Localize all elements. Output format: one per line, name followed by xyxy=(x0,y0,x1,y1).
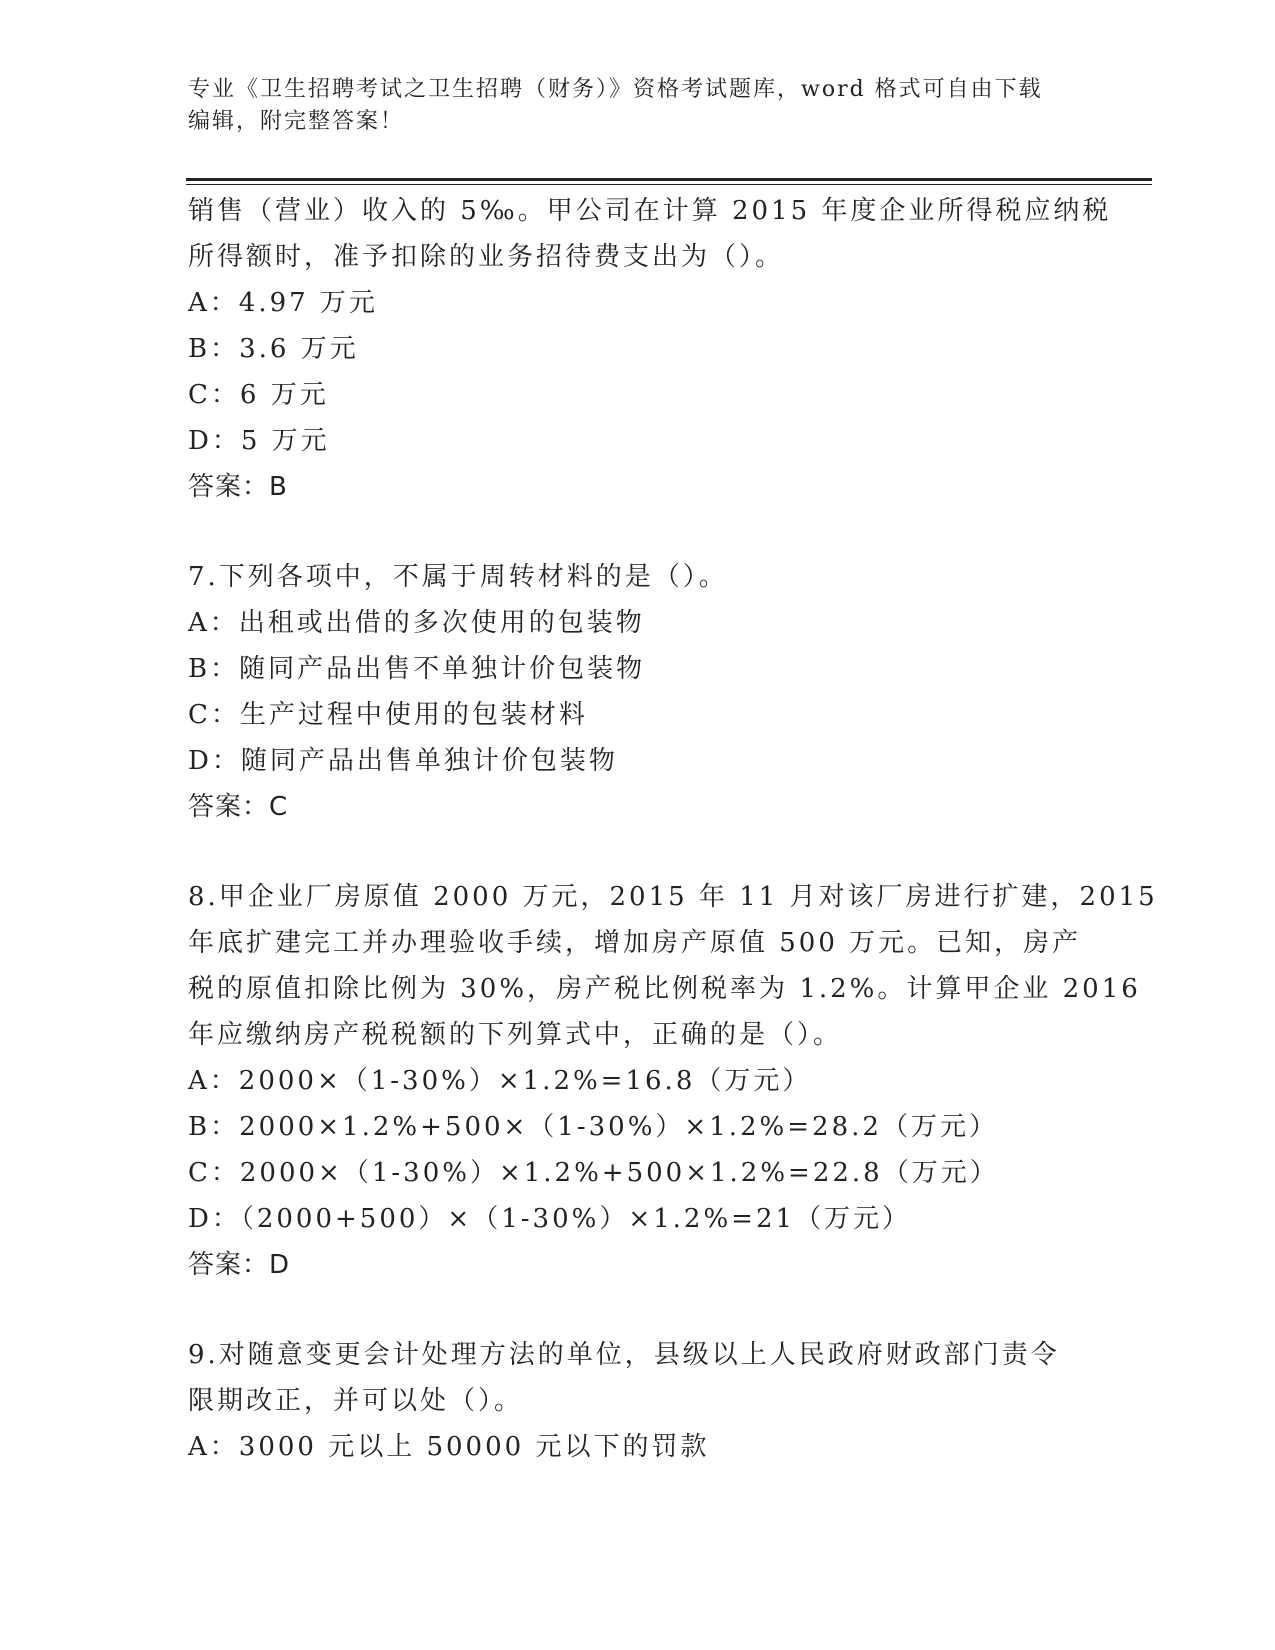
option-a: A：4.97 万元 xyxy=(188,288,378,318)
answer-label: 答案：B xyxy=(188,472,288,502)
option-a: A：2000×（1-30%）×1.2%=16.8（万元） xyxy=(188,1066,812,1096)
question-stem-line: 9.对随意变更会计处理方法的单位，县级以上人民政府财政部门责令 xyxy=(188,1340,1060,1370)
option-c: C：2000×（1-30%）×1.2%+500×1.2%=22.8（万元） xyxy=(188,1158,999,1188)
option-b: B：3.6 万元 xyxy=(188,334,359,364)
option-d: D：5 万元 xyxy=(188,426,330,456)
question-6 xyxy=(188,188,1112,510)
answer-label: 答案：C xyxy=(188,792,289,822)
option-c: C：生产过程中使用的包装材料 xyxy=(188,700,588,730)
question-stem-line: 税的原值扣除比例为 30%，房产税比例税率为 1.2%。计算甲企业 2016 xyxy=(188,974,1141,1004)
question-8 xyxy=(188,874,1158,1288)
question-list xyxy=(188,188,1158,1470)
option-b: B：随同产品出售不单独计价包装物 xyxy=(188,654,646,684)
option-d: D：（2000+500）×（1-30%）×1.2%=21（万元） xyxy=(188,1204,912,1234)
question-stem-line: 销售（营业）收入的 5‰。甲公司在计算 2015 年度企业所得税应纳税 xyxy=(188,196,1112,226)
option-c: C：6 万元 xyxy=(188,380,329,410)
question-stem-line: 限期改正，并可以处（）。 xyxy=(188,1386,524,1416)
question-stem-line: 年应缴纳房产税税额的下列算式中，正确的是（）。 xyxy=(188,1020,843,1050)
option-b: B：2000×1.2%+500×（1-30%）×1.2%=28.2（万元） xyxy=(188,1112,998,1142)
question-stem-line: 8.甲企业厂房原值 2000 万元，2015 年 11 月对该厂房进行扩建，2015 xyxy=(188,882,1158,912)
document-header xyxy=(188,74,1088,138)
header-rule-thin xyxy=(186,184,1152,185)
option-a: A：出租或出借的多次使用的包装物 xyxy=(188,608,645,638)
question-7 xyxy=(188,554,1088,830)
question-stem-line: 年底扩建完工并办理验收手续，增加房产原值 500 万元。已知，房产 xyxy=(188,928,1082,958)
header-rule-thick xyxy=(186,178,1152,181)
header-line-2: 编辑，附完整答案！ xyxy=(188,109,405,134)
question-stem-line: 所得额时，准予扣除的业务招待费支出为（）。 xyxy=(188,242,785,272)
option-a: A：3000 元以上 50000 元以下的罚款 xyxy=(188,1432,710,1462)
question-9 xyxy=(188,1332,1088,1470)
answer-label: 答案：D xyxy=(188,1250,291,1280)
question-stem-line: 7.下列各项中，不属于周转材料的是（）。 xyxy=(188,562,728,592)
header-line-1: 专业《卫生招聘考试之卫生招聘（财务）》资格考试题库，word 格式可自由下载 xyxy=(188,77,1043,102)
option-d: D：随同产品出售单独计价包装物 xyxy=(188,746,618,776)
